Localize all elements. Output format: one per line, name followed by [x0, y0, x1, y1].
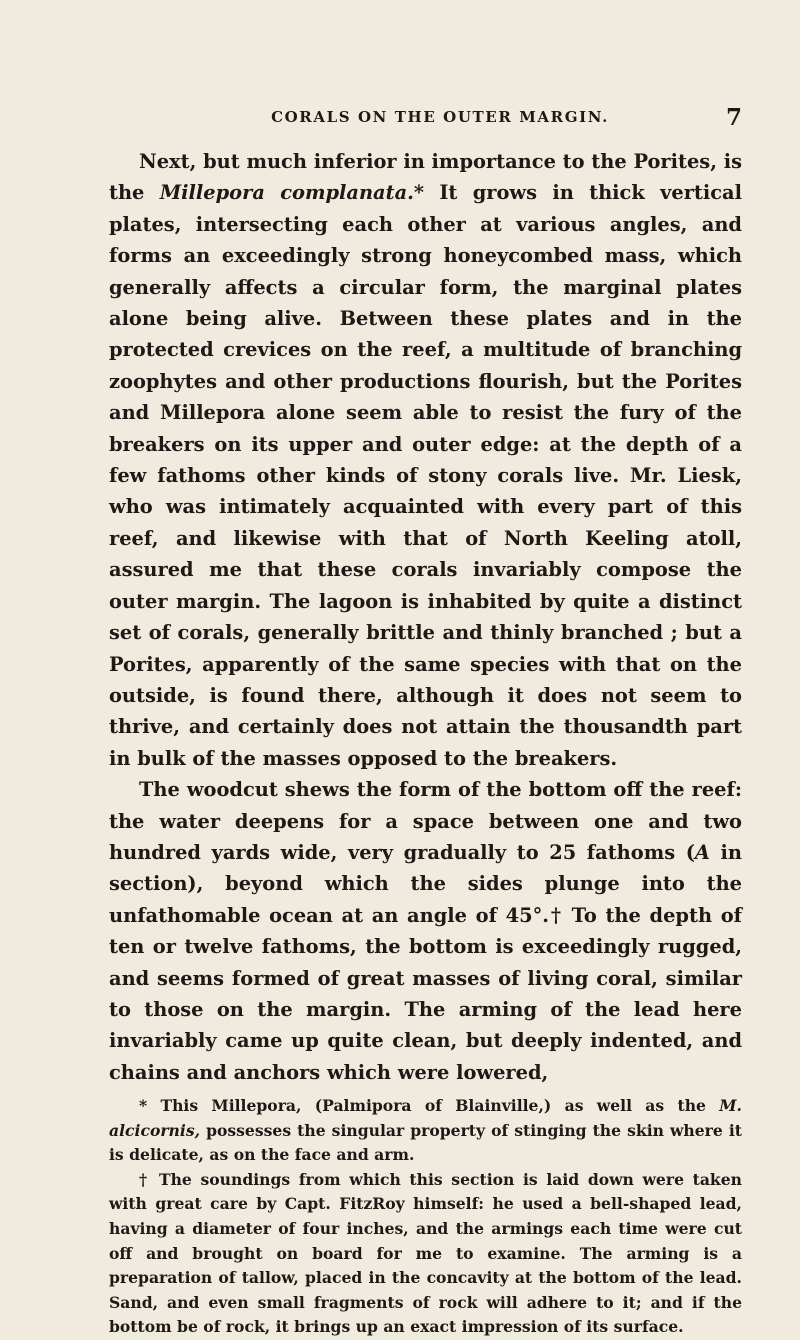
page-header	[138, 104, 742, 136]
paragraph-1-text-a: Next, but much inferior in importance to the Porites, is the	[109, 150, 743, 205]
footnote-1	[109, 1094, 742, 1168]
paragraph-1	[109, 146, 742, 774]
paragraph-1-text-b: * It grows in thick vertical plates, intersecting each other at various angles, and forms an exceedingly strong honeycombed mass, which generally affects a circular form, the marginal plates alone being alive. Between these plates and in the protected crevices on the reef, a multitude of branching zoophytes and other productions flourish, but the Porites and Millepora alone seem able to resist the fury of the breakers on its upper and outer edge: at the depth of a few fathoms other kinds of stony corals live. Mr. Liesk, who was intimately acquainted with every part of this reef, and likewise with that of North Keeling atoll, assured me that these corals invariably compose the outer margin. The lagoon is inhabited by quite a distinct set of corals, generally brittle and thinly branched ; but a Porites, apparently of the same species with that on the outside, is found there, although it does not seem to thrive, and certainly does not attain the thousandth part in bulk of the masses opposed to the breakers.	[109, 181, 742, 770]
paragraph-2-text-a: The woodcut shews the form of the bottom off the reef: the water deepens for a space between one and two hundred yards wide, very gradually to 25 fathoms (	[109, 778, 742, 864]
footnote-2: † The soundings from which this section is laid down were taken with great care by Capt. FitzRoy himself: he used a bell-shaped lead, having a diameter of four inches, and the armings each time were cut off and brought on board for me to examine. The arming is a preparation of tallow, placed in the concavity at the bottom of the lead. Sand, and even small fragments of rock will adhere to it; and if the bottom be of rock, it brings up an exact impression of its surface.	[109, 1169, 742, 1337]
paragraph-2	[109, 774, 742, 1088]
species-name-alcicornis: M. alcicornis,	[109, 1096, 742, 1140]
page-number: 7	[725, 104, 742, 131]
species-name-millepora: Millepora complanata.	[159, 181, 414, 205]
body-text	[109, 146, 742, 1088]
paragraph-2-text-b: in section), beyond which the sides plunge into the unfathomable ocean at an angle of 45°.† To the depth of ten or twelve fathoms, the bottom is exceedingly rugged, and seems formed of great masses of living coral, similar to those on the margin. The arming of the lead here invariably came up quite clean, but deeply indented, and chains and anchors which were lowered,	[109, 840, 743, 1084]
footnote-1-text-b: possesses the singular property of stinging the skin where it is delicate, as on the face and arm.	[109, 1120, 742, 1165]
section-label-a: A	[694, 840, 710, 864]
running-head: CORALS ON THE OUTER MARGIN.	[271, 108, 609, 126]
footnote-1-text-a: * This Millepora, (Palmipora of Blainville,) as well as the	[139, 1096, 720, 1115]
footnotes	[109, 1094, 742, 1340]
